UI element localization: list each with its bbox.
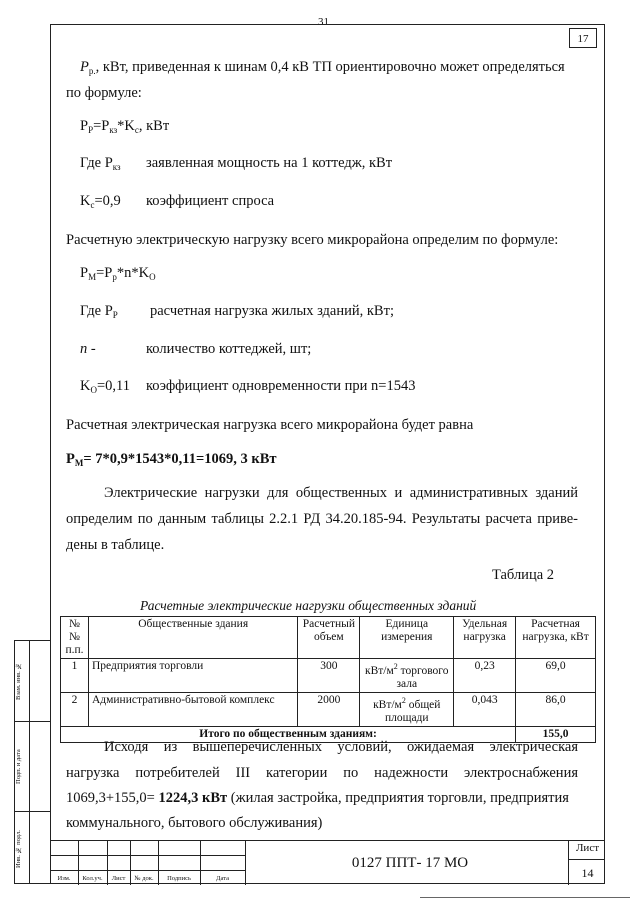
header-volume: Расчетный объем xyxy=(298,617,360,659)
cell-unit: кВт/$м^2$ общей площади xyxy=(360,693,454,727)
total-value: 155,0 xyxy=(516,727,596,743)
side-stamp-strip xyxy=(14,640,50,884)
side-label-vzam: Взам. инв. № xyxy=(15,662,22,700)
paragraph-conclusion-l2: нагрузка потребителей III категории по надежности электроснабжения xyxy=(66,765,578,781)
table-row xyxy=(61,693,596,727)
table-header-row xyxy=(61,617,596,659)
paragraph-public-l2: определим по данным таблицы 2.2.1 РД 34.20.185-94. Результаты расчета приве- xyxy=(66,511,578,527)
header-unit: Единица измерения xyxy=(360,617,454,659)
cell-specific: 0,23 xyxy=(454,659,516,693)
def-pkz-symbol: Где $P_{кз}$ xyxy=(80,155,121,172)
table-caption: Расчетные электрические нагрузки общественных зданий xyxy=(140,598,477,613)
def-pr-symbol: Где $P_Р$ xyxy=(80,303,118,320)
cell-calc: 69,0 xyxy=(516,659,596,693)
sheet-label: Лист xyxy=(575,842,600,854)
def-ko-symbol: $K_О=0,11$ xyxy=(80,378,130,395)
cell-volume: 2000 xyxy=(298,693,360,727)
page-top-number: 31 xyxy=(318,16,329,28)
document-number: 0127 ППТ- 17 МО xyxy=(351,855,469,871)
paragraph-conclusion-l3: 1069,3+155,0= 1224,3 кВт (жилая застройка, предприятия торговли, предприятия xyxy=(66,790,569,806)
cell-volume: 300 xyxy=(298,659,360,693)
header-specific: Удельная нагрузка xyxy=(454,617,516,659)
def-ko-text: коэффициент одновременности при n=1543 xyxy=(146,378,416,394)
paragraph-conclusion-l4: коммунального, бытового обслуживания) xyxy=(66,815,323,831)
side-label-podp: Подп. и дата xyxy=(15,749,22,785)
tb-col-sign: Подпись xyxy=(167,875,191,882)
def-kc-text: коэффициент спроса xyxy=(146,193,275,209)
scan-edge-line xyxy=(420,897,630,898)
table-row xyxy=(61,659,596,693)
tb-col-kolvo: Кол.уч. xyxy=(82,875,103,882)
def-n-symbol: n - xyxy=(80,341,96,357)
cell-unit: кВт/$м^2$ торгового зала xyxy=(360,659,454,693)
cell-specific: 0,043 xyxy=(454,693,516,727)
header-building: Общественные здания xyxy=(88,617,297,659)
sheet-number: 14 xyxy=(581,866,594,880)
corner-number: 17 xyxy=(569,28,597,48)
tb-col-doc: № док. xyxy=(134,875,154,882)
def-pkz-text: заявленная мощность на 1 коттедж, кВт xyxy=(146,155,393,171)
loads-table xyxy=(60,616,596,743)
paragraph-total-load: Расчетную электрическую нагрузку всего микрорайона определим по формуле: xyxy=(66,232,559,248)
cell-calc: 86,0 xyxy=(516,693,596,727)
paragraph-public-l1: Электрические нагрузки для общественных и административных зданий xyxy=(104,485,578,501)
cell-building: Предприятия торговли xyxy=(88,659,297,693)
paragraph-result-intro: Расчетная электрическая нагрузка всего микрорайона будет равна xyxy=(66,417,474,433)
def-kc-symbol: $K_с=0,9$ xyxy=(80,193,121,210)
formula-pp: $P_Р=P_{кз}*K_с$, кВт xyxy=(80,118,170,135)
paragraph-public-l3: дены в таблице. xyxy=(66,537,165,553)
result-pm: $P_М= 7*0,9*1543*0,11=1069$, 3 кВт xyxy=(66,451,277,468)
def-n-text: количество коттеджей, шт; xyxy=(146,341,312,357)
header-num: №№ п.п. xyxy=(61,617,89,659)
cell-building: Административно-бытовой комплекс xyxy=(88,693,297,727)
paragraph-intro: $P_{р.}$, кВт, приведенная к шинам 0,4 кВ ТП ориентировочно может определяться xyxy=(80,59,565,76)
table-label: Таблица 2 xyxy=(492,567,555,583)
cell-num: 2 xyxy=(61,693,89,727)
def-pr-text: расчетная нагрузка жилых зданий, кВт; xyxy=(150,303,394,319)
formula-pm: $P_М=P_р*n*K_О$ xyxy=(80,265,156,282)
total-label: Итого по общественным зданиям: xyxy=(61,727,516,743)
tb-col-date: Дата xyxy=(216,875,229,882)
paragraph-conclusion-l1: Исходя из вышеперечисленных условий, ожидаемая электрическая xyxy=(104,739,578,755)
tb-col-list: Лист xyxy=(111,875,126,882)
paragraph-intro-line2: по формуле: xyxy=(66,85,142,101)
tb-col-izm: Изм. xyxy=(57,875,71,882)
header-calc: Расчетная нагрузка, кВт xyxy=(516,617,596,659)
cell-num: 1 xyxy=(61,659,89,693)
side-label-inv: Инв. № подл. xyxy=(15,830,22,868)
